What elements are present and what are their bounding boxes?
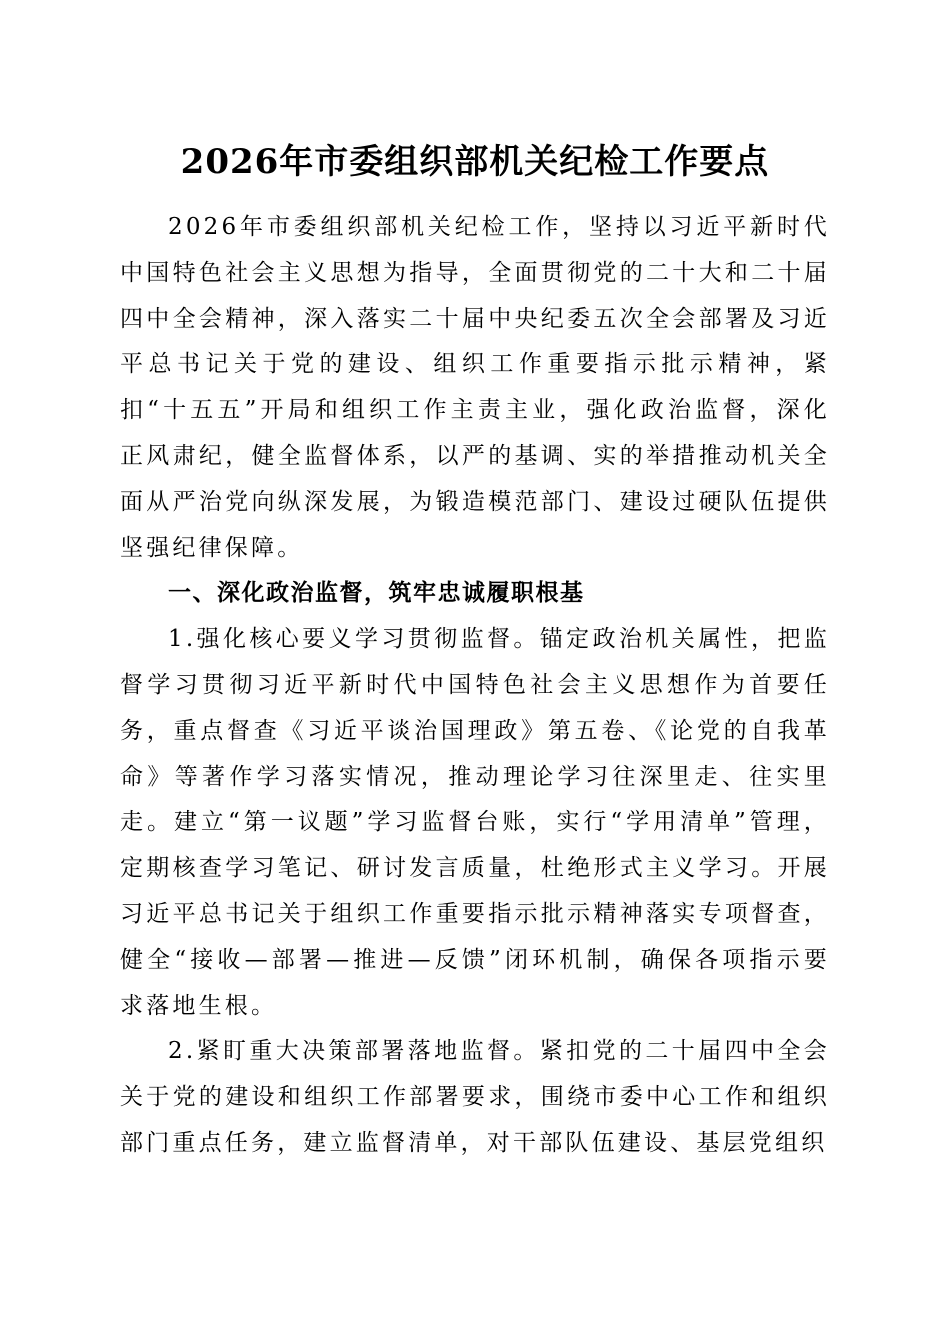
item-paragraph-2: 2.紧盯重大决策部署落地监督。紧扣党的二十届四中全会关于党的建设和组织工作部署要求，围绕市委中心工作和组织部门重点任务，建立监督清单，对干部队伍建设、基层党组织 (120, 1038, 830, 1156)
document-body (120, 205, 830, 1167)
intro-paragraph: 2026年市委组织部机关纪检工作，坚持以习近平新时代中国特色社会主义思想为指导，全面贯彻党的二十大和二十届四中全会精神，深入落实二十届中央纪委五次全会部署及习近平总书记关于党的建设、组织工作重要指示批示精神，紧扣“十五五”开局和组织工作主责主业，强化政治监督，深化正风肃纪，健全监督体系，以严的基调、实的举措推动机关全面从严治党向纵深发展，为锻造模范部门、建设过硬队伍提供坚强纪律保障。 (120, 214, 830, 561)
section-heading: 一、深化政治监督，筑牢忠诚履职根基 (168, 580, 585, 607)
item-paragraph-1: 1.强化核心要义学习贯彻监督。锚定政治机关属性，把监督学习贯彻习近平新时代中国特色社会主义思想作为首要任务，重点督查《习近平谈治国理政》第五卷、《论党的自我革命》等著作学习落实情况，推动理论学习往深里走、往实里走。建立“第一议题”学习监督台账，实行“学用清单”管理，定期核查学习笔记、研讨发言质量，杜绝形式主义学习。开展习近平总书记关于组织工作重要指示批示精神落实专项督查，健全“接收—部署—推进—反馈”闭环机制，确保各项指示要求落地生根。 (120, 626, 830, 1019)
document-title: 2026年市委组织部机关纪检工作要点 (180, 142, 770, 182)
